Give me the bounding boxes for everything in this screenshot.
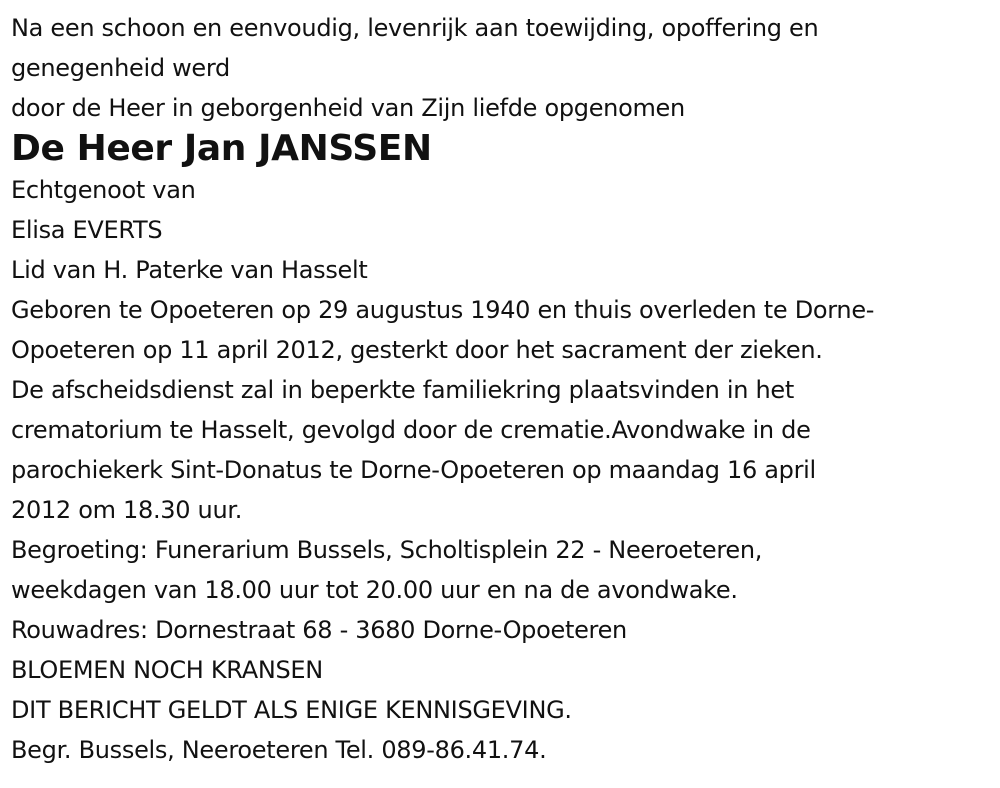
greeting-line-1: Begroeting: Funerarium Bussels, Scholtisplein 22 - Neeroeteren,	[11, 536, 763, 564]
flowers-notice: BLOEMEN NOCH KRANSEN	[11, 656, 323, 684]
intro-line-3: door de Heer in geborgenheid van Zijn liefde opgenomen	[11, 94, 685, 122]
official-notice: DIT BERICHT GELDT ALS ENIGE KENNISGEVING.	[11, 696, 572, 724]
spouse-name: Elisa EVERTS	[11, 216, 163, 244]
intro-line-2: genegenheid werd	[11, 54, 230, 82]
service-line-2: crematorium te Hasselt, gevolgd door de crematie.Avondwake in de	[11, 416, 811, 444]
deceased-name: De Heer Jan JANSSEN	[11, 128, 432, 169]
membership-line: Lid van H. Paterke van Hasselt	[11, 256, 368, 284]
service-line-3: parochiekerk Sint-Donatus te Dorne-Opoeteren op maandag 16 april	[11, 456, 816, 484]
undertaker-line: Begr. Bussels, Neeroeteren Tel. 089-86.41.74.	[11, 736, 547, 764]
spouse-label: Echtgenoot van	[11, 176, 196, 204]
birth-death-line-2: Opoeteren op 11 april 2012, gesterkt door het sacrament der zieken.	[11, 336, 823, 364]
mourning-address: Rouwadres: Dornestraat 68 - 3680 Dorne-Opoeteren	[11, 616, 627, 644]
obituary-notice	[11, 8, 993, 770]
service-line-1: De afscheidsdienst zal in beperkte familiekring plaatsvinden in het	[11, 376, 794, 404]
intro-line-1: Na een schoon en eenvoudig, levenrijk aan toewijding, opoffering en	[11, 14, 819, 42]
greeting-line-2: weekdagen van 18.00 uur tot 20.00 uur en na de avondwake.	[11, 576, 738, 604]
birth-death-line-1: Geboren te Opoeteren op 29 augustus 1940 en thuis overleden te Dorne-	[11, 296, 875, 324]
service-line-4: 2012 om 18.30 uur.	[11, 496, 243, 524]
